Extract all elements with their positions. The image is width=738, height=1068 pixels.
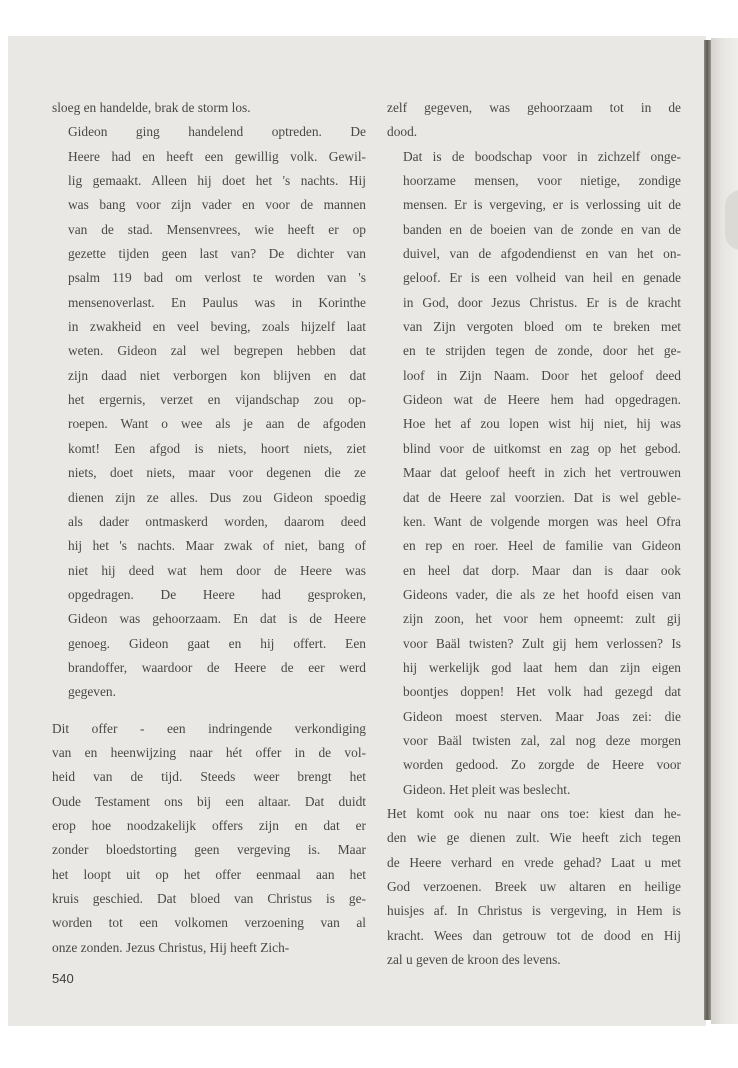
text-line: kracht. Wees dan getrouw tot de dood en Hij (387, 927, 681, 943)
text-line: Gideon. Het pleit was beslecht. (403, 781, 571, 797)
paragraph (387, 802, 681, 972)
text-line: God verzoenen. Breek uw altaren en heilige (387, 879, 681, 894)
text-line: was bang voor zijn vader en voor de mannen (68, 197, 366, 213)
paragraph (52, 120, 366, 704)
text-line: sloeg en handelde, brak de storm los. (52, 100, 251, 115)
text-line: en te strijden tegen de zonde, door het ge- (403, 343, 681, 359)
paragraph (387, 145, 681, 802)
left-text-column (52, 96, 366, 960)
paragraph (52, 717, 366, 960)
text-line: weten. Gideon zal wel begrepen hebben dat (68, 343, 366, 359)
text-line: zal u geven de kroon des levens. (387, 952, 561, 968)
text-line: van de stad. Mensenvrees, wie heeft er op (68, 221, 366, 237)
text-line: erop hoe noodzakelijk offers zijn en dat er (52, 817, 366, 833)
text-line: roepen. Want o wee als je aan de afgoden (68, 416, 366, 432)
text-line: Gideon was gehoorzaam. En dat is de Heere (68, 611, 366, 627)
text-line: dood. (387, 124, 418, 140)
text-line: duivel, van de afgodendienst en van het on- (403, 246, 681, 262)
text-line: hij het 's nachts. Maar zwak of niet, bang of (68, 538, 366, 554)
text-line: worden tot een volkomen verzoening van al (52, 915, 366, 931)
text-line: Het komt ook nu naar ons toe: kiest dan he- (387, 805, 681, 821)
facing-page-edge (711, 38, 738, 1024)
text-line: Gideon moest sterven. Maar Joas zei: die (403, 708, 681, 724)
text-line: Maar dat geloof heeft in zich het vertrouwen (403, 465, 681, 481)
text-line: Hoe het af zou lopen wist hij niet, hij was (403, 416, 681, 432)
text-line: dat de Heere zal voorzien. Dat is wel geble- (403, 489, 681, 505)
text-line: in God, door Jezus Christus. Er is de kracht (403, 294, 681, 310)
text-line: voor Baäl twisten? Zult gij hem verlossen? Is (403, 635, 681, 651)
text-line: ken. Want de volgende morgen was heel Ofra (403, 513, 681, 529)
facing-page-bleed-mark (725, 190, 738, 250)
text-line: mensen. Er is vergeving, er is verlossing uit de (403, 197, 681, 213)
text-line: niets, doet niets, maar voor degenen die ze (68, 465, 366, 481)
right-text-column (387, 96, 681, 972)
text-line: Gideon ging handelend optreden. De (68, 124, 366, 140)
text-line: van Zijn vergoten bloed om te breken met (403, 319, 681, 335)
text-line: in zwakheid en veel beving, zoals hijzelf laat (68, 319, 366, 335)
text-line: loof in Zijn Naam. Door het geloof deed (403, 367, 681, 383)
text-line: banden en de boeien van de zonde en van de (403, 221, 681, 237)
text-line: gegeven. (68, 684, 116, 700)
text-line: genoeg. Gideon gaat en hij offert. Een (68, 635, 366, 651)
text-line: blind voor de uitkomst en zag op het gebod. (403, 440, 681, 456)
text-line: van en heenwijzing naar hét offer in de vol- (52, 744, 366, 760)
text-line: komt! Een afgod is niets, hoort niets, ziet (68, 440, 366, 456)
text-line: Gideons vader, die als ze het hoofd eisen van (403, 586, 681, 602)
text-line: Heere had en heeft een gewillig volk. Gewil- (68, 148, 366, 164)
text-line: niet hij deed wat hem door de Heere was (68, 562, 366, 578)
text-line: Dat is de boodschap voor in zichzelf onge- (403, 148, 681, 164)
text-line: het ergernis, verzet en vijandschap zou op- (68, 392, 366, 408)
text-line: onze zonden. Jezus Christus, Hij heeft Zich- (52, 939, 290, 955)
text-line: heid van de tijd. Steeds weer brengt het (52, 769, 366, 785)
book-spine-shadow (704, 40, 711, 1020)
text-line: de Heere verhard en vrede gehad? Laat u met (387, 854, 681, 870)
paragraph (52, 96, 366, 120)
text-line: en heel dat dorp. Maar dan is daar ook (403, 562, 681, 578)
text-line: gezette tijden geen last van? De dichter van (68, 246, 366, 262)
page-number: 540 (52, 971, 74, 986)
text-line: mensenoverlast. En Paulus was in Korinthe (68, 294, 366, 310)
text-line: huisjes af. In Christus is vergeving, in Hem is (387, 903, 681, 919)
text-line: Oude Testament ons bij een altaar. Dat duidt (52, 793, 366, 809)
text-line: worden gedood. Zo zorgde de Heere voor (403, 757, 681, 773)
text-line: boontjes doppen! Het volk had gezegd dat (403, 684, 681, 700)
text-line: geloof. Er is een volheid van heil en genade (403, 270, 681, 286)
text-line: Gideon wat de Heere hem had opgedragen. (403, 392, 681, 408)
text-line: zijn daad niet verborgen kon blijven en dat (68, 367, 366, 383)
text-line: dienen zijn ze alles. Dus zou Gideon spoedig (68, 489, 366, 505)
text-line: hij werkelijk god laat hem dan zijn eigen (403, 659, 681, 675)
text-line: zelf gegeven, was gehoorzaam tot in de (387, 100, 681, 115)
text-line: hoorzame mensen, voor nietige, zondige (403, 173, 681, 189)
text-line: als dader ontmaskerd worden, daarom deed (68, 513, 366, 529)
text-line: Dit offer - een indringende verkondiging (52, 720, 366, 736)
text-line: den wie ge dienen zult. Wie heeft zich tegen (387, 830, 681, 846)
text-line: voor Baäl twisten zal, zal nog deze morgen (403, 732, 681, 748)
text-line: opgedragen. De Heere had gesproken, (68, 586, 366, 602)
text-line: brandoffer, waardoor de Heere de eer werd (68, 659, 366, 675)
text-line: zijn zoon, het voor hem opneemt: zult gij (403, 611, 681, 627)
text-line: kruis geschied. Dat bloed van Christus is ge- (52, 891, 366, 906)
text-line: het loopt uit op het offer eenmaal aan het (52, 866, 366, 882)
text-line: zonder bloedstorting geen vergeving is. Maar (52, 842, 366, 858)
text-line: en rep en roer. Heel de familie van Gideon (403, 538, 681, 554)
paragraph (387, 96, 681, 145)
text-line: lig gemaakt. Alleen hij doet het 's nachts. Hij (68, 173, 366, 189)
text-line: psalm 119 bad om verlost te worden van 's (68, 270, 366, 286)
